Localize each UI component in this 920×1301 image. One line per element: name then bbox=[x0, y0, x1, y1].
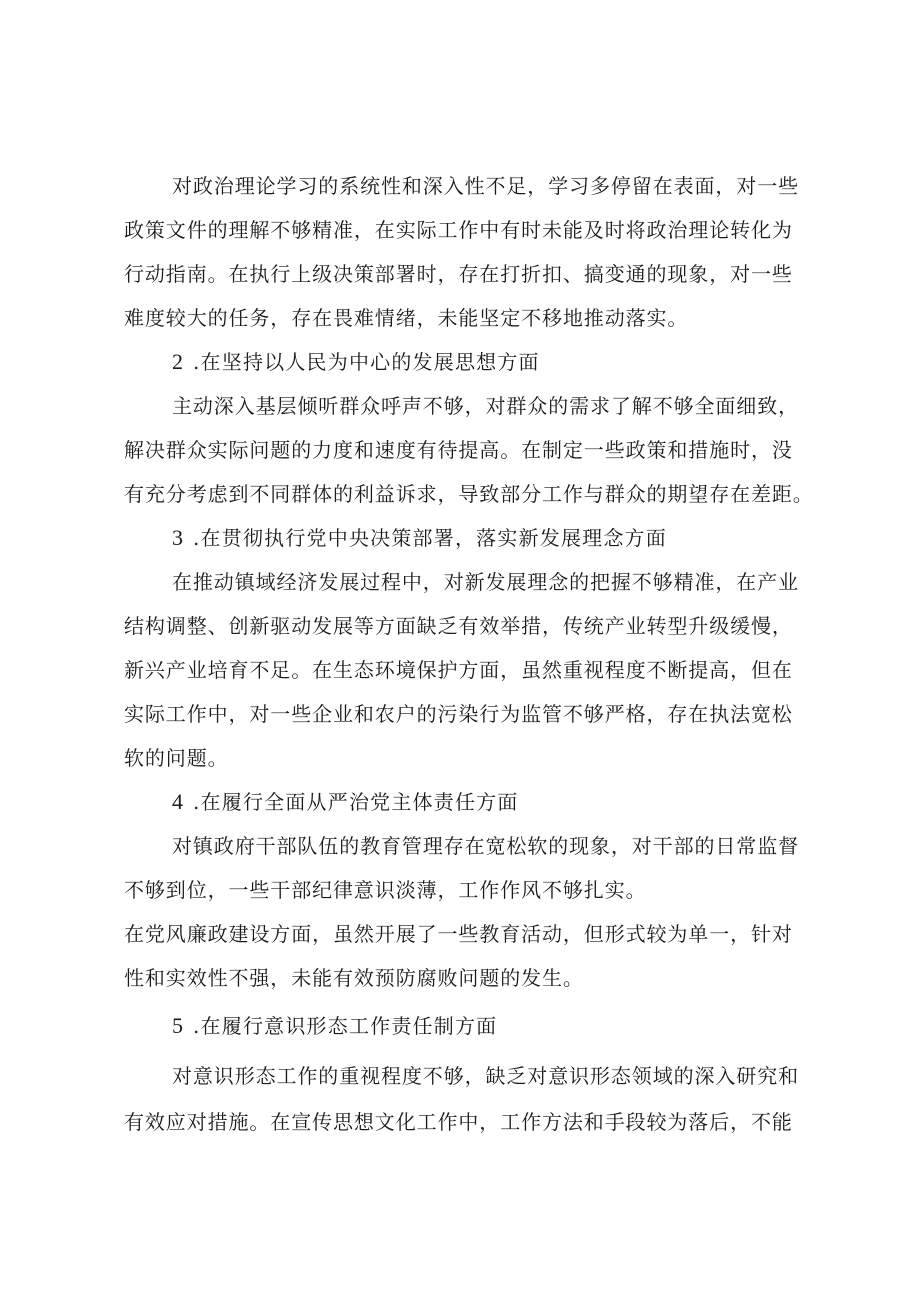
paragraph-line: 结构调整、创新驱动发展等方面缺乏有效举措，传统产业转型升级缓慢， bbox=[124, 614, 793, 638]
paragraph-line: 性和实效性不强，未能有效预防腐败问题的发生。 bbox=[124, 966, 584, 990]
paragraph-line: 有充分考虑到不同群体的利益诉求，导致部分工作与群众的期望存在差距。 bbox=[124, 482, 814, 506]
section-heading bbox=[172, 348, 814, 376]
paragraph-line: 对意识形态工作的重视程度不够，缺乏对意识形态领域的深入研究和 bbox=[172, 1064, 799, 1088]
paragraph-line: 有效应对措施。在宣传思想文化工作中，工作方法和手段较为落后，不能 bbox=[124, 1110, 793, 1134]
paragraph-line: 新兴产业培育不足。在生态环境保护方面，虽然重视程度不断提高，但在 bbox=[124, 658, 793, 682]
section-number: 5 bbox=[172, 1013, 183, 1038]
section-number: 2 bbox=[172, 349, 183, 374]
paragraph-line: 难度较大的任务，存在畏难情绪，未能坚定不移地推动落实。 bbox=[124, 306, 689, 330]
paragraph-line: 行动指南。在执行上级决策部署时，存在打折扣、搞变通的现象，对一些 bbox=[124, 262, 793, 286]
paragraph-line: 对政治理论学习的系统性和深入性不足，学习多停留在表面，对一些 bbox=[172, 174, 799, 198]
section-title: .在坚持以人民为中心的发展思想方面 bbox=[193, 350, 540, 374]
section-title: .在履行全面从严治党主体责任方面 bbox=[193, 790, 519, 814]
paragraph-line: 不够到位，一些干部纪律意识淡薄，工作作风不够扎实。 bbox=[124, 878, 647, 902]
paragraph-line: 主动深入基层倾听群众呼声不够，对群众的需求了解不够全面细致， bbox=[172, 394, 799, 418]
paragraph-line: 在推动镇域经济发展过程中，对新发展理念的把握不够精准，在产业 bbox=[172, 570, 799, 594]
paragraph-line: 软的问题。 bbox=[124, 746, 229, 770]
section-number: 3 bbox=[172, 525, 183, 550]
section-heading bbox=[172, 1012, 814, 1040]
paragraph-line: 实际工作中，对一些企业和农户的污染行为监管不够严格，存在执法宽松 bbox=[124, 702, 793, 726]
paragraph-line: 在党风廉政建设方面，虽然开展了一些教育活动，但形式较为单一，针对 bbox=[124, 922, 793, 946]
section-title: .在履行意识形态工作责任制方面 bbox=[193, 1014, 498, 1038]
section-number: 4 bbox=[172, 789, 183, 814]
paragraph-line: 对镇政府干部队伍的教育管理存在宽松软的现象，对干部的日常监督 bbox=[172, 834, 799, 858]
section-title: .在贯彻执行党中央决策部署，落实新发展理念方面 bbox=[193, 526, 667, 550]
paragraph-line: 政策文件的理解不够精准，在实际工作中有时未能及时将政治理论转化为 bbox=[124, 218, 793, 242]
paragraph-line: 解决群众实际问题的力度和速度有待提高。在制定一些政策和措施时，没 bbox=[124, 438, 793, 462]
section-heading bbox=[172, 524, 814, 552]
section-heading bbox=[172, 788, 814, 816]
